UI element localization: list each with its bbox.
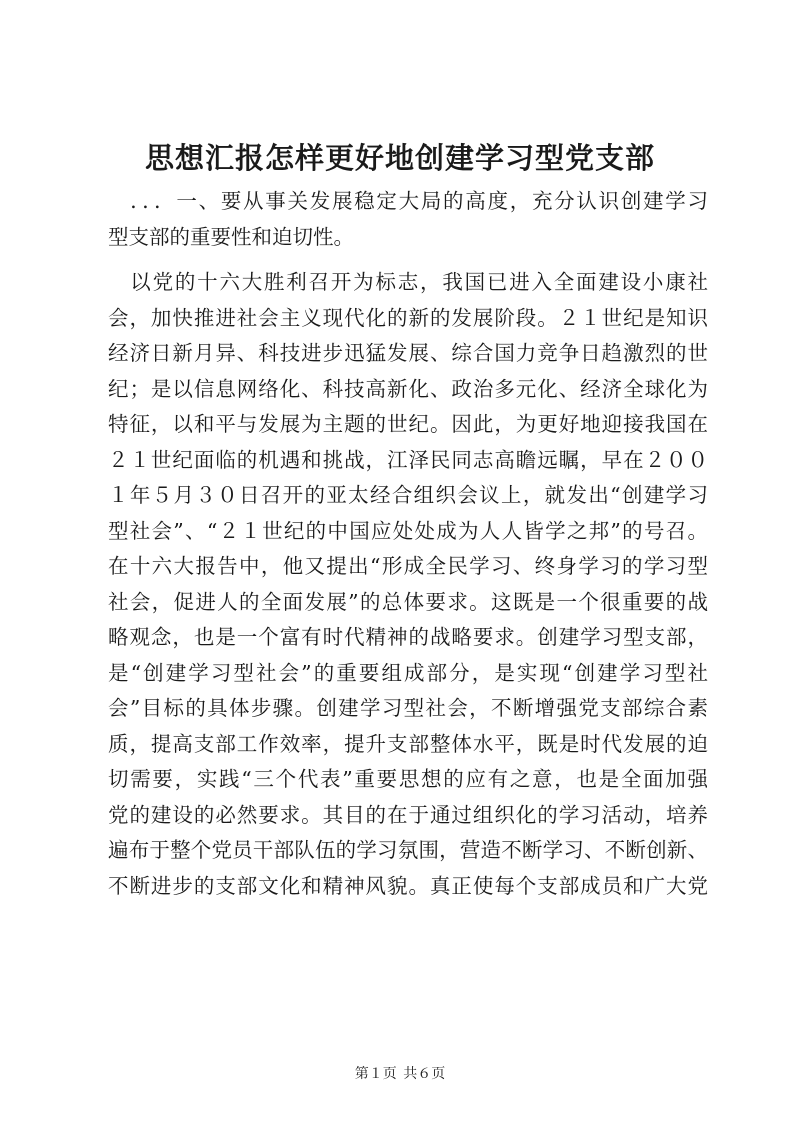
paragraph-line: 纪；是以信息网络化、科技高新化、政治多元化、经济全球化为 bbox=[108, 376, 708, 401]
document-body bbox=[108, 184, 708, 904]
paragraph-gap bbox=[108, 255, 708, 265]
paragraph-line: 型社会”、“２１世纪的中国应处处成为人人皆学之邦”的号召。 bbox=[108, 518, 708, 543]
page-footer bbox=[0, 1063, 800, 1083]
paragraph-line: 略观念，也是一个富有时代精神的战略要求。创建学习型支部， bbox=[108, 625, 708, 649]
paragraph-line: 遍布于整个党员干部队伍的学习氛围，营造不断学习、不断创新、 bbox=[108, 838, 708, 862]
paragraph-line: 质，提高支部工作效率，提升支部整体水平，既是时代发展的迫 bbox=[108, 731, 708, 756]
paragraph-1 bbox=[108, 184, 708, 255]
page-total: 共６页 bbox=[403, 1066, 446, 1082]
paragraph-line: 切需要，实践“三个代表”重要思想的应有之意，也是全面加强 bbox=[108, 767, 708, 791]
paragraph-line: 社会，促进人的全面发展”的总体要求。这既是一个很重要的战 bbox=[108, 589, 708, 614]
paragraph-line: 会”目标的具体步骤。创建学习型社会，不断增强党支部综合素 bbox=[108, 696, 708, 720]
paragraph-2 bbox=[108, 265, 708, 904]
paragraph-line: 特征，以和平与发展为主题的世纪。因此，为更好地迎接我国在 bbox=[108, 412, 708, 436]
paragraph-line: ２１世纪面临的机遇和挑战，江泽民同志高瞻远瞩，早在２００ bbox=[108, 447, 708, 472]
paragraph-line: 党的建设的必然要求。其目的在于通过组织化的学习活动，培养 bbox=[108, 802, 708, 827]
paragraph-line: 型支部的重要性和迫切性。 bbox=[108, 224, 354, 249]
document-title: 思想汇报怎样更好地创建学习型党支部 bbox=[144, 141, 655, 175]
paragraph-line: ．．．一、要从事关发展稳定大局的高度，充分认识创建学习 bbox=[108, 189, 708, 213]
paragraph-line: 是“创建学习型社会”的重要组成部分，是实现“创建学习型社 bbox=[108, 660, 708, 685]
paragraph-line: 在十六大报告中，他又提出“形成全民学习、终身学习的学习型 bbox=[108, 554, 708, 578]
page-number: 第１页 bbox=[354, 1066, 397, 1082]
paragraph-line: 以党的十六大胜利召开为标志，我国已进入全面建设小康社 bbox=[108, 270, 708, 294]
paragraph-line: 会，加快推进社会主义现代化的新的发展阶段。２１世纪是知识 bbox=[108, 305, 708, 330]
paragraph-line: １年５月３０日召开的亚太经合组织会议上，就发出“创建学习 bbox=[108, 483, 708, 507]
paragraph-line: 经济日新月异、科技进步迅猛发展、综合国力竞争日趋激烈的世 bbox=[108, 341, 708, 365]
paragraph-line: 不断进步的支部文化和精神风貌。真正使每个支部成员和广大党 bbox=[108, 873, 708, 898]
